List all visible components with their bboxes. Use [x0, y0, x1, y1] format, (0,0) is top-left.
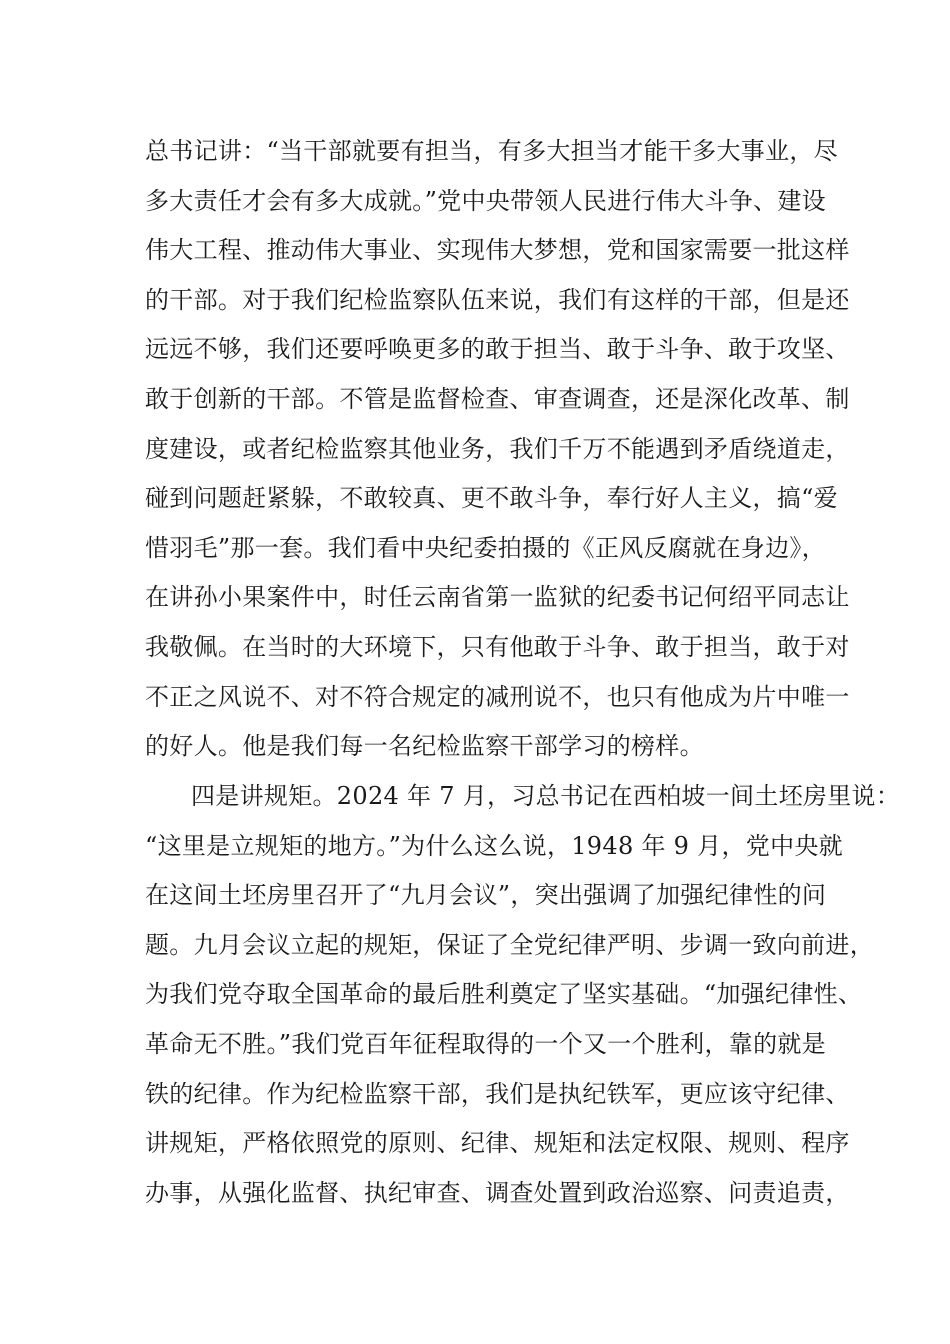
text-line: 四是讲规矩。2024 年 7 月，习总书记在西柏坡一间土坯房里说： [191, 782, 901, 810]
text-line: 总书记讲：“当干部就要有担当，有多大担当才能干多大事业，尽 [145, 137, 838, 165]
text-line: 的干部。对于我们纪检监察队伍来说，我们有这样的干部，但是还 [145, 285, 850, 314]
text-line: 惜羽毛”那一套。我们看中央纪委拍摄的《正风反腐就在身边》， [145, 533, 826, 562]
text-line: 办事，从强化监督、执纪审查、调查处置到政治巡察、问责追责， [145, 1178, 850, 1207]
text-line: 敢于创新的干部。不管是监督检查、审查调查，还是深化改革、制 [145, 384, 850, 413]
text-line: 多大责任才会有多大成就。”党中央带领人民进行伟大斗争、建设 [145, 186, 826, 215]
text-line: 不正之风说不、对不符合规定的减刑说不，也只有他成为片中唯一 [145, 682, 850, 711]
text-line: 在讲孙小果案件中，时任云南省第一监狱的纪委书记何绍平同志让 [145, 583, 850, 612]
text-line: 题。九月会议立起的规矩，保证了全党纪律严明、步调一致向前进， [145, 930, 874, 959]
paragraph-continued [145, 127, 850, 772]
text-line: 碰到问题赶紧躲，不敢较真、更不敢斗争，奉行好人主义，搞“爱 [145, 484, 838, 513]
paragraph-four [145, 772, 901, 1218]
text-line: 在这间土坯房里召开了“九月会议”，突出强调了加强纪律性的问 [145, 881, 827, 910]
text-line: 度建设，或者纪检监察其他业务，我们千万不能遇到矛盾绕道走， [145, 434, 850, 463]
text-line: 铁的纪律。作为纪检监察干部，我们是执纪铁军，更应该守纪律、 [145, 1079, 850, 1108]
text-line: 的好人。他是我们每一名纪检监察干部学习的榜样。 [145, 732, 704, 761]
text-line: 远远不够，我们还要呼唤更多的敢于担当、敢于斗争、敢于攻坚、 [145, 335, 850, 364]
text-line: 为我们党夺取全国革命的最后胜利奠定了坚实基础。“加强纪律性、 [145, 980, 863, 1009]
text-line: 讲规矩，严格依照党的原则、纪律、规矩和法定权限、规则、程序 [145, 1129, 850, 1158]
text-line: 革命无不胜。”我们党百年征程取得的一个又一个胜利，靠的就是 [145, 1029, 826, 1058]
text-line: 伟大工程、推动伟大事业、实现伟大梦想，党和国家需要一批这样 [145, 236, 850, 265]
text-line: “这里是立规矩的地方。”为什么这么说，1948 年 9 月，党中央就 [145, 831, 843, 860]
text-line: 我敬佩。在当时的大环境下，只有他敢于斗争、敢于担当，敢于对 [145, 632, 850, 661]
